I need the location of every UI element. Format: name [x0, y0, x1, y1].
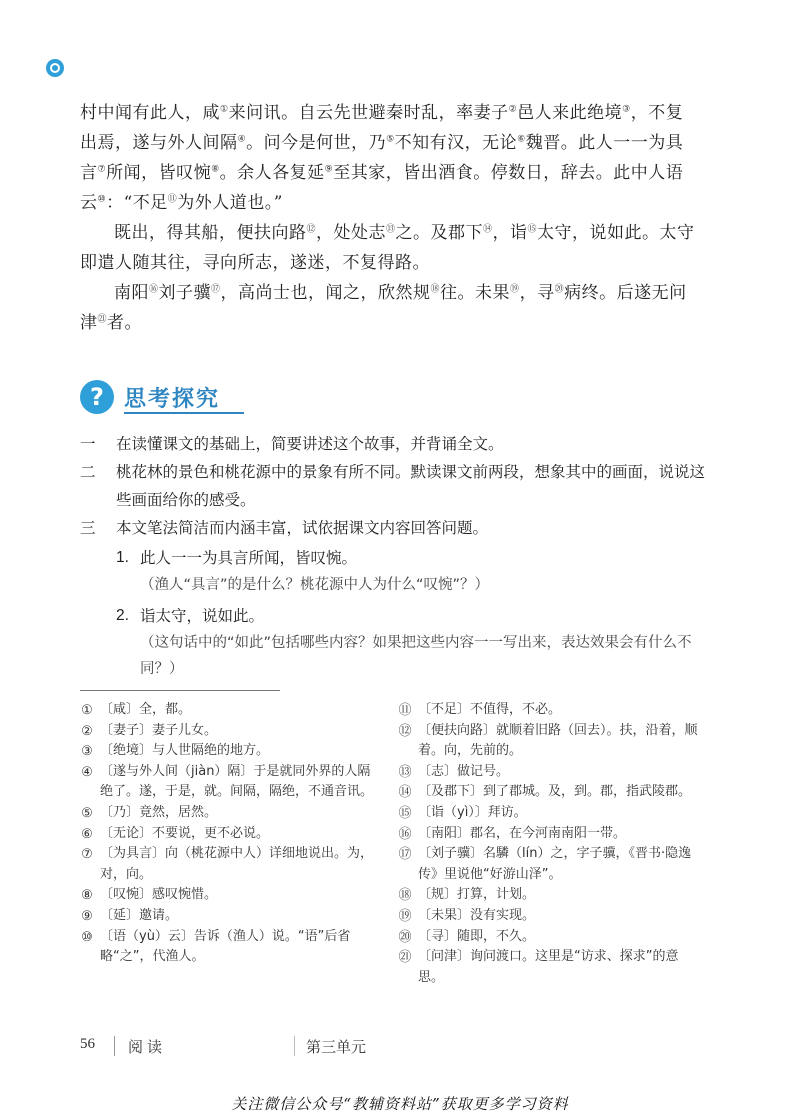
footnote-ref: ㉑ — [97, 314, 108, 325]
passage-text-run: 往。未果 — [440, 283, 511, 303]
footnotes-right-column — [398, 700, 698, 988]
footnote-item — [398, 700, 698, 721]
sub-question-text: 此人一一为具言所闻，皆叹惋。 — [140, 549, 358, 567]
footer-section-label: 阅读 — [128, 1038, 167, 1056]
footnote-item — [80, 762, 380, 803]
passage-text-run: 太守，说如此。太守即遣人随其往，寻向所志，遂迷，不复得路。 — [80, 223, 695, 273]
footer-unit-label: 第三单元 — [306, 1038, 367, 1056]
question-mark-icon: ? — [80, 380, 114, 414]
footnote-ref: ③ — [622, 104, 631, 115]
section-underline — [124, 412, 244, 414]
footnote-text: 〔咸〕全，都。 — [100, 702, 192, 717]
footnote-number: ③ — [81, 743, 93, 759]
footnote-item — [80, 906, 380, 927]
footnote-ref: ⑯ — [149, 284, 159, 295]
footnote-text: 〔遂与外人间（jiàn）隔〕于是就同外界的人隔绝了。遂，于是，就。间隔，隔绝，不通音讯。 — [100, 763, 374, 800]
footnote-item — [80, 741, 380, 762]
question-text: 本文笔法简洁而内涵丰富，试依据课文内容回答问题。 — [116, 519, 489, 537]
footnote-item — [398, 824, 698, 845]
footnote-text: 〔刘子骥〕名驎（lín）之，字子骥，《晋书·隐逸传》里说他“好游山泽”。 — [418, 846, 692, 882]
footnote-number: ⑱ — [398, 887, 412, 903]
passage-text-run: 刘子骥 — [158, 283, 212, 303]
footnote-item — [80, 824, 380, 845]
passage-text-run: 为外人道也。” — [177, 193, 283, 213]
footnote-number: ⑤ — [81, 804, 93, 820]
footnote-item — [80, 927, 380, 968]
section-header — [80, 378, 340, 418]
passage-text-run: 邑人来此绝境 — [517, 103, 623, 123]
footnote-ref: ⑦ — [97, 164, 107, 175]
question-text: 在读懂课文的基础上，简要讲述这个故事，并背诵全文。 — [116, 435, 504, 453]
footnote-text: 〔便扶向路〕就顺着旧路（回去）。扶，沿着，顺着。向，先前的。 — [418, 722, 698, 759]
passage-text-run: 。问今是何世，乃 — [246, 133, 387, 153]
footnote-text: 〔叹惋〕感叹惋惜。 — [100, 887, 218, 903]
footnote-ref: ⑪ — [167, 194, 178, 205]
passage-text-run: 南阳 — [114, 283, 149, 303]
section-title: 思考探究 — [124, 387, 221, 412]
passage-text-run: 之。及郡下 — [395, 223, 484, 243]
sub-question-hint: （这句话中的“如此”包括哪些内容？如果把这些内容一一写出来，表达效果会有什么不同？） — [140, 635, 692, 677]
footnote-item — [398, 762, 698, 783]
footnote-ref: ⑩ — [97, 194, 107, 205]
footnote-number: ⑫ — [398, 722, 412, 738]
passage-text-run: 。余人各复延 — [219, 163, 325, 183]
footnote-text: 〔问津〕询问渡口。这里是“访求、探求”的意思。 — [418, 949, 679, 985]
sub-question — [80, 544, 720, 572]
footnote-number: ⑯ — [398, 825, 412, 841]
passage-paragraph — [80, 98, 700, 218]
footnote-number: ⑳ — [398, 928, 412, 944]
footnote-text: 〔诣（yì）〕拜访。 — [418, 804, 527, 820]
passage-paragraph — [80, 218, 700, 278]
footnote-item — [398, 885, 698, 906]
footnote-text: 〔延〕邀请。 — [100, 907, 179, 923]
footnote-ref: ⑳ — [554, 284, 565, 295]
footnote-text: 〔不足〕不值得，不必。 — [418, 702, 562, 717]
footnote-number: ⑰ — [398, 846, 412, 862]
question-item — [80, 430, 720, 458]
passage-text-run: ，寻 — [519, 283, 555, 303]
footnote-ref: ⑭ — [483, 224, 493, 235]
corner-logo-icon — [46, 59, 64, 77]
footnote-ref: ④ — [237, 134, 247, 145]
passage-text-run: ，诣 — [492, 223, 528, 243]
passage-text-run: 不知有汉，无论 — [394, 133, 518, 153]
footnote-ref: ⑬ — [386, 224, 396, 235]
footnote-number: ② — [81, 722, 93, 738]
passage-text-run: 既出，得其船，便扶向路 — [114, 223, 307, 243]
footnote-number: ⑧ — [81, 887, 93, 903]
footnote-ref: ⑰ — [211, 284, 221, 295]
passage-text-run: 魏晋。此人一一为具言 — [80, 133, 684, 183]
question-number: 三 — [80, 519, 96, 537]
footnote-item — [398, 947, 698, 988]
passage-text-run: 所闻，皆叹惋 — [106, 163, 212, 183]
footnote-item — [80, 721, 380, 742]
footnote-text: 〔为具言〕向（桃花源中人）详细地说出。为，对，向。 — [100, 846, 374, 882]
footnote-text: 〔规〕打算，计划。 — [418, 887, 536, 903]
footnote-item — [80, 885, 380, 906]
footnote-ref: ⑥ — [517, 134, 526, 145]
footnote-ref: ⑫ — [306, 224, 317, 235]
footnote-number: ⑬ — [398, 763, 412, 779]
footnote-ref: ② — [508, 104, 518, 115]
footnote-ref: ⑮ — [527, 224, 538, 235]
footnote-item — [398, 906, 698, 927]
footnote-number: ⑥ — [81, 825, 93, 841]
footnote-text: 〔妻子〕妻子儿女。 — [100, 722, 218, 738]
footer-divider-2 — [294, 1036, 295, 1056]
footnote-text: 〔南阳〕郡名，在今河南南阳一带。 — [418, 825, 627, 841]
page-number: 56 — [80, 1036, 95, 1052]
question-number: 二 — [80, 463, 96, 481]
footnote-number: ⑭ — [398, 784, 412, 800]
passage-text-run: 至其家，皆出酒食。停数日，辞去。此中人语云 — [80, 163, 684, 213]
passage-paragraph — [80, 278, 700, 338]
footnote-number: ㉑ — [398, 949, 412, 965]
footnote-number: ⑮ — [398, 804, 412, 820]
footnote-text: 〔绝境〕与人世隔绝的地方。 — [100, 743, 270, 759]
footnote-ref: ① — [220, 104, 229, 115]
footnote-item — [398, 782, 698, 803]
footnote-text: 〔志〕做记号。 — [418, 763, 510, 779]
footnote-text: 〔无论〕不要说，更不必说。 — [100, 825, 270, 841]
footnotes-left-column — [80, 700, 380, 968]
footnote-number: ⑩ — [81, 928, 93, 944]
footnote-text: 〔及郡下〕到了郡城。及，到。郡，指武陵郡。 — [418, 784, 692, 800]
question-number: 一 — [80, 435, 96, 453]
footnote-ref: ⑧ — [211, 164, 220, 175]
footnote-item — [80, 700, 380, 721]
sub-question-text: 诣太守，说如此。 — [140, 607, 265, 625]
footnote-ref: ⑤ — [386, 134, 395, 145]
question-text: 桃花林的景色和桃花源中的景象有所不同。默读课文前两段，想象其中的画面，说说这些画面给你的感受。 — [116, 463, 706, 509]
footer-divider — [114, 1036, 115, 1056]
footnote-number: ⑨ — [81, 907, 93, 923]
footnote-text: 〔寻〕随即，不久。 — [418, 928, 536, 944]
passage-text-run: ，处处志 — [316, 223, 387, 243]
footnote-item — [80, 803, 380, 824]
question-item — [80, 458, 720, 514]
footnote-number: ⑦ — [81, 846, 93, 862]
footnote-item — [398, 927, 698, 948]
passage-text — [80, 98, 700, 338]
sub-question-hint: （渔人“具言”的是什么？桃花源中人为什么“叹惋”？） — [140, 577, 490, 593]
footnote-divider — [80, 690, 280, 691]
footnote-item — [80, 844, 380, 885]
footnote-item — [398, 844, 698, 885]
question-item — [80, 514, 720, 542]
sub-question-number: 1. — [116, 549, 129, 566]
question-list — [80, 430, 720, 686]
footnote-number: ④ — [81, 763, 93, 779]
passage-text-run: ，不复出焉，遂与外人间隔 — [80, 103, 684, 153]
passage-text-run: 者。 — [107, 313, 143, 333]
footnote-item — [398, 721, 698, 762]
passage-text-run: 来问讯。自云先世避秦时乱，率妻子 — [228, 103, 509, 123]
footnote-item — [398, 803, 698, 824]
sub-question-number: 2. — [116, 607, 129, 624]
passage-text-run: 村中闻有此人，咸 — [80, 103, 220, 123]
footnote-ref: ⑲ — [510, 284, 520, 295]
footnote-ref: ⑨ — [324, 164, 334, 175]
passage-text-run: 病终。后遂无问津 — [80, 283, 687, 333]
footnote-text: 〔语（yù）云〕告诉（渔人）说。“语”后省略“之”，代渔人。 — [100, 928, 351, 965]
footnote-text: 〔乃〕竟然，居然。 — [100, 804, 218, 820]
passage-text-run: ，高尚士也，闻之，欣然规 — [220, 283, 431, 303]
sub-question — [80, 602, 720, 630]
passage-text-run: ：“不足 — [106, 193, 168, 213]
footnote-number: ① — [81, 702, 93, 717]
footnote-text: 〔未果〕没有实现。 — [418, 907, 536, 923]
bottom-banner: 关注微信公众号“教辅资料站”获取更多学习资料 — [231, 1095, 569, 1113]
footnote-number: ⑲ — [398, 907, 412, 923]
footnote-ref: ⑱ — [430, 284, 441, 295]
footnote-number: ⑪ — [398, 702, 412, 717]
